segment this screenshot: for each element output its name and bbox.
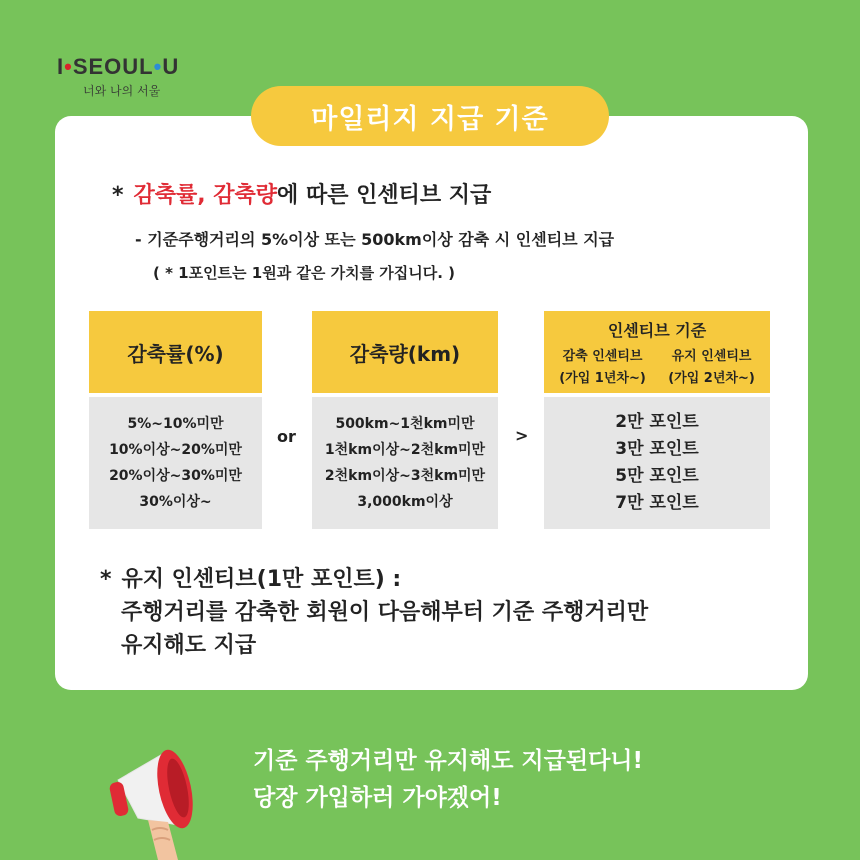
list-item: 3,000km이상 xyxy=(357,494,453,510)
incentive-header xyxy=(544,311,770,393)
rate-cell xyxy=(89,397,262,529)
megaphone-icon xyxy=(108,722,248,860)
list-item: 2천km이상~3천km미만 xyxy=(324,468,486,484)
page-title: 마일리지 지급 기준 xyxy=(311,103,549,135)
title-banner xyxy=(251,86,609,146)
list-item: 1천km이상~2천km미만 xyxy=(324,442,486,458)
col1-label: 감축 인센티브 xyxy=(562,349,643,364)
point-value-note: ( * 1포인트는 1원과 같은 가치를 가집니다. ) xyxy=(153,264,456,282)
col1-period: (가입 1년차~) xyxy=(559,371,646,386)
bottom-message xyxy=(253,743,643,817)
logo-seoul: SEOUL xyxy=(72,54,154,79)
list-item: 500km~1천km미만 xyxy=(335,416,475,432)
amount-header: 감축량(km) xyxy=(312,311,498,393)
bullet-star: * xyxy=(100,567,112,592)
maintenance-line: 유지해도 지급 xyxy=(121,633,257,658)
bottom-line: 당장 가입하러 가야겠어! xyxy=(253,785,502,811)
bottom-line: 기준 주행거리만 유지해도 지급된다니! xyxy=(253,748,643,774)
maintenance-description xyxy=(121,596,648,662)
maintenance-heading xyxy=(100,562,401,593)
logo-subtitle: 너와 나의 서울 xyxy=(83,84,161,98)
logo-letter-u: U xyxy=(162,54,180,79)
list-item: 5만 포인트 xyxy=(615,466,699,486)
maintain-incentive-col xyxy=(655,346,768,390)
col2-period: (가입 2년차~) xyxy=(668,371,755,386)
maintenance-line: 주행거리를 감축한 회원이 다음해부터 기준 주행거리만 xyxy=(121,600,649,625)
list-item: 30%이상~ xyxy=(139,494,212,510)
col2-label: 유지 인센티브 xyxy=(671,349,752,364)
criteria-line: - 기준주행거리의 5%이상 또는 500km이상 감축 시 인센티브 지급 xyxy=(135,230,615,249)
list-item: 5%~10%미만 xyxy=(127,416,224,432)
list-item: 7만 포인트 xyxy=(615,493,699,513)
seoul-logo xyxy=(57,54,179,99)
arrow-label: > xyxy=(515,426,529,445)
logo-wordmark: I•SEOUL•U xyxy=(57,54,180,79)
list-item: 2만 포인트 xyxy=(615,412,699,432)
maintenance-title: 유지 인센티브(1만 포인트) : xyxy=(121,567,402,592)
bullet-star: * xyxy=(112,183,124,208)
incentive-header-title: 인센티브 기준 xyxy=(607,321,707,340)
list-item: 10%이상~20%미만 xyxy=(109,442,242,458)
points-cell xyxy=(544,397,770,529)
incentive-heading xyxy=(112,178,491,209)
logo-letter-i: I xyxy=(57,54,65,79)
or-label: or xyxy=(277,427,296,446)
amount-cell xyxy=(312,397,498,529)
list-item: 20%이상~30%미만 xyxy=(109,468,242,484)
heading-highlight: 감축률, 감축량 xyxy=(133,183,278,208)
reduction-incentive-col xyxy=(546,346,659,390)
heading-rest: 에 따른 인센티브 지급 xyxy=(277,183,492,208)
rate-header: 감축률(%) xyxy=(89,311,262,393)
list-item: 3만 포인트 xyxy=(615,439,699,459)
